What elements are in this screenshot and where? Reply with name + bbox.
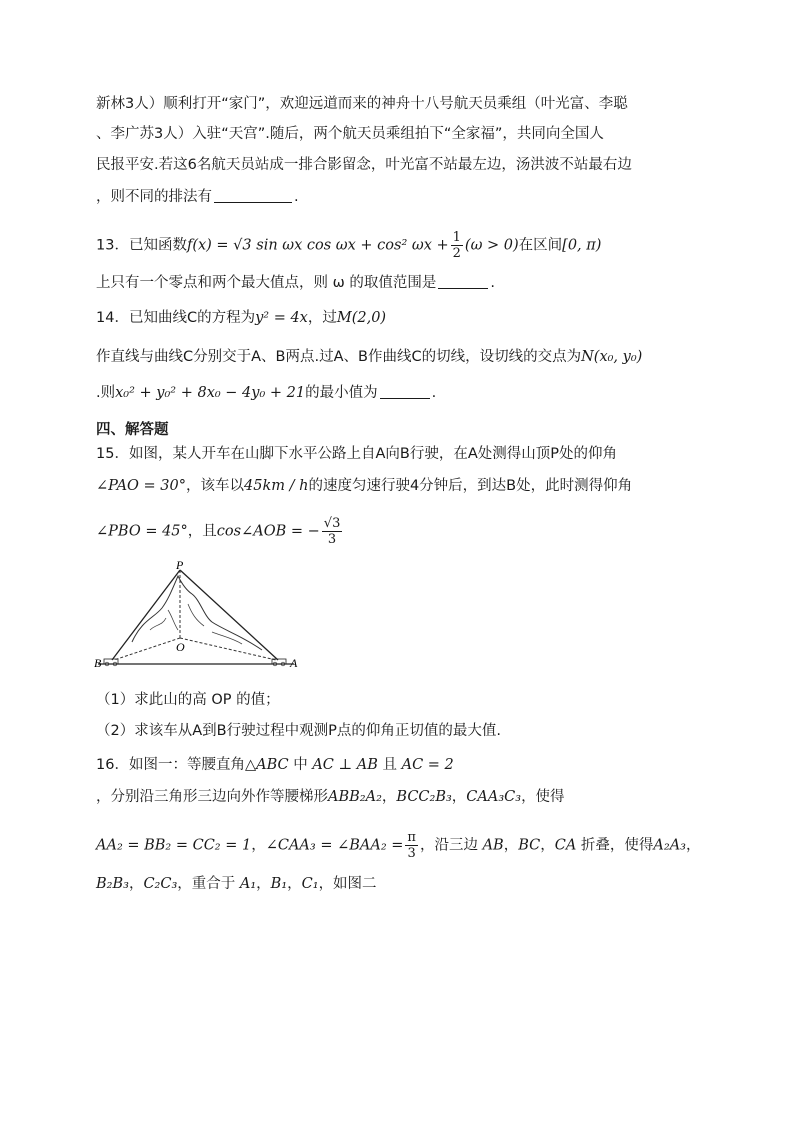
p12-line1: 新林3人）顺利打开“家门”，欢迎远道而来的神舟十八号航天员乘组（叶光富、李聪 xyxy=(96,96,628,112)
p13-line1: 13．已知函数f(x) = √3 sin ωx cos ωx + cos² ωx + $\frac{1}{2}$ (ω > 0)在区间[0, π) xyxy=(96,230,602,261)
p14-line1: 14．已知曲线C的方程为y² = 4x，过M(2,0) xyxy=(96,310,387,326)
p16-line3: AA₂ = BB₂ = CC₂ = 1，∠CAA₃ = ∠BAA₂ = $\frac{\pi}{3}$ ，沿三边 AB，BC，CA 折叠，使得A₂A₃， xyxy=(96,830,701,861)
p15-q2: （2）求该车从A到B行驶过程中观测P点的仰角正切值的最大值. xyxy=(96,723,501,739)
label-p: P xyxy=(176,560,184,572)
mountain-contours xyxy=(150,604,242,644)
mountain-figure xyxy=(92,560,302,675)
p16-line4: B₂B₃，C₂C₃，重合于 A₁，B₁，C₁，如图二 xyxy=(96,876,377,892)
label-b: B xyxy=(94,656,102,670)
line-pa xyxy=(180,570,278,660)
p15-q1: （1）求此山的高 OP 的值； xyxy=(96,692,280,708)
p15-line3: ∠PBO = 45°，且cos∠AOB = − $\frac{√3}{3}$ xyxy=(96,516,341,547)
fraction-sqrt3-over-3: $\frac{√3}{3}$ xyxy=(323,516,341,547)
label-a: A xyxy=(290,656,298,670)
fraction-pi-over-3: $\frac{\pi}{3}$ xyxy=(407,830,416,861)
fraction-half: $\frac{1}{2}$ xyxy=(452,230,461,261)
p15-line2: ∠PAO = 30°，该车以45km / h的速度匀速行驶4分钟后，到达B处，此时测得仰角 xyxy=(96,478,633,494)
line-ob xyxy=(114,638,180,660)
mountain-outline xyxy=(132,576,262,650)
p12-line3: 民报平安.若这6名航天员站成一排合影留念，叶光富不站最左边，汤洪波不站最右边 xyxy=(96,157,632,173)
p14-line2: 作直线与曲线C分别交于A、B两点.过A、B作曲线C的切线，设切线的交点为N(x₀, y₀) xyxy=(96,349,643,365)
answer-blank-14[interactable] xyxy=(380,384,430,399)
p12-line4: ，则不同的排法有 . xyxy=(96,189,299,205)
label-o: O xyxy=(176,640,185,654)
answer-blank-13[interactable] xyxy=(438,274,488,289)
p16-line1: 16．如图一：等腰直角△ABC 中 AC ⊥ AB 且 AC = 2 xyxy=(96,757,454,773)
p15-line1: 15．如图，某人开车在山脚下水平公路上自A向B行驶，在A处测得山顶P处的仰角 xyxy=(96,446,617,462)
answer-blank-12[interactable] xyxy=(214,188,292,203)
p12-line2: 、李广苏3人）入驻“天宫”.随后，两个航天员乘组拍下“全家福”，共同向全国人 xyxy=(96,126,604,142)
section-heading: 四、解答题 xyxy=(96,422,169,438)
line-oa xyxy=(180,638,276,660)
line-pb xyxy=(112,570,180,660)
p14-line3: .则x₀² + y₀² + 8x₀ − 4y₀ + 21的最小值为 . xyxy=(96,385,437,401)
p13-line2: 上只有一个零点和两个最大值点，则 ω 的取值范围是 . xyxy=(96,275,495,291)
function-expression: f(x) = √3 sin ωx cos ωx + cos² ωx + xyxy=(186,237,449,254)
p16-line2: ，分别沿三角形三边向外作等腰梯形ABB₂A₂，BCC₂B₃，CAA₃C₃，使得 xyxy=(96,789,565,805)
